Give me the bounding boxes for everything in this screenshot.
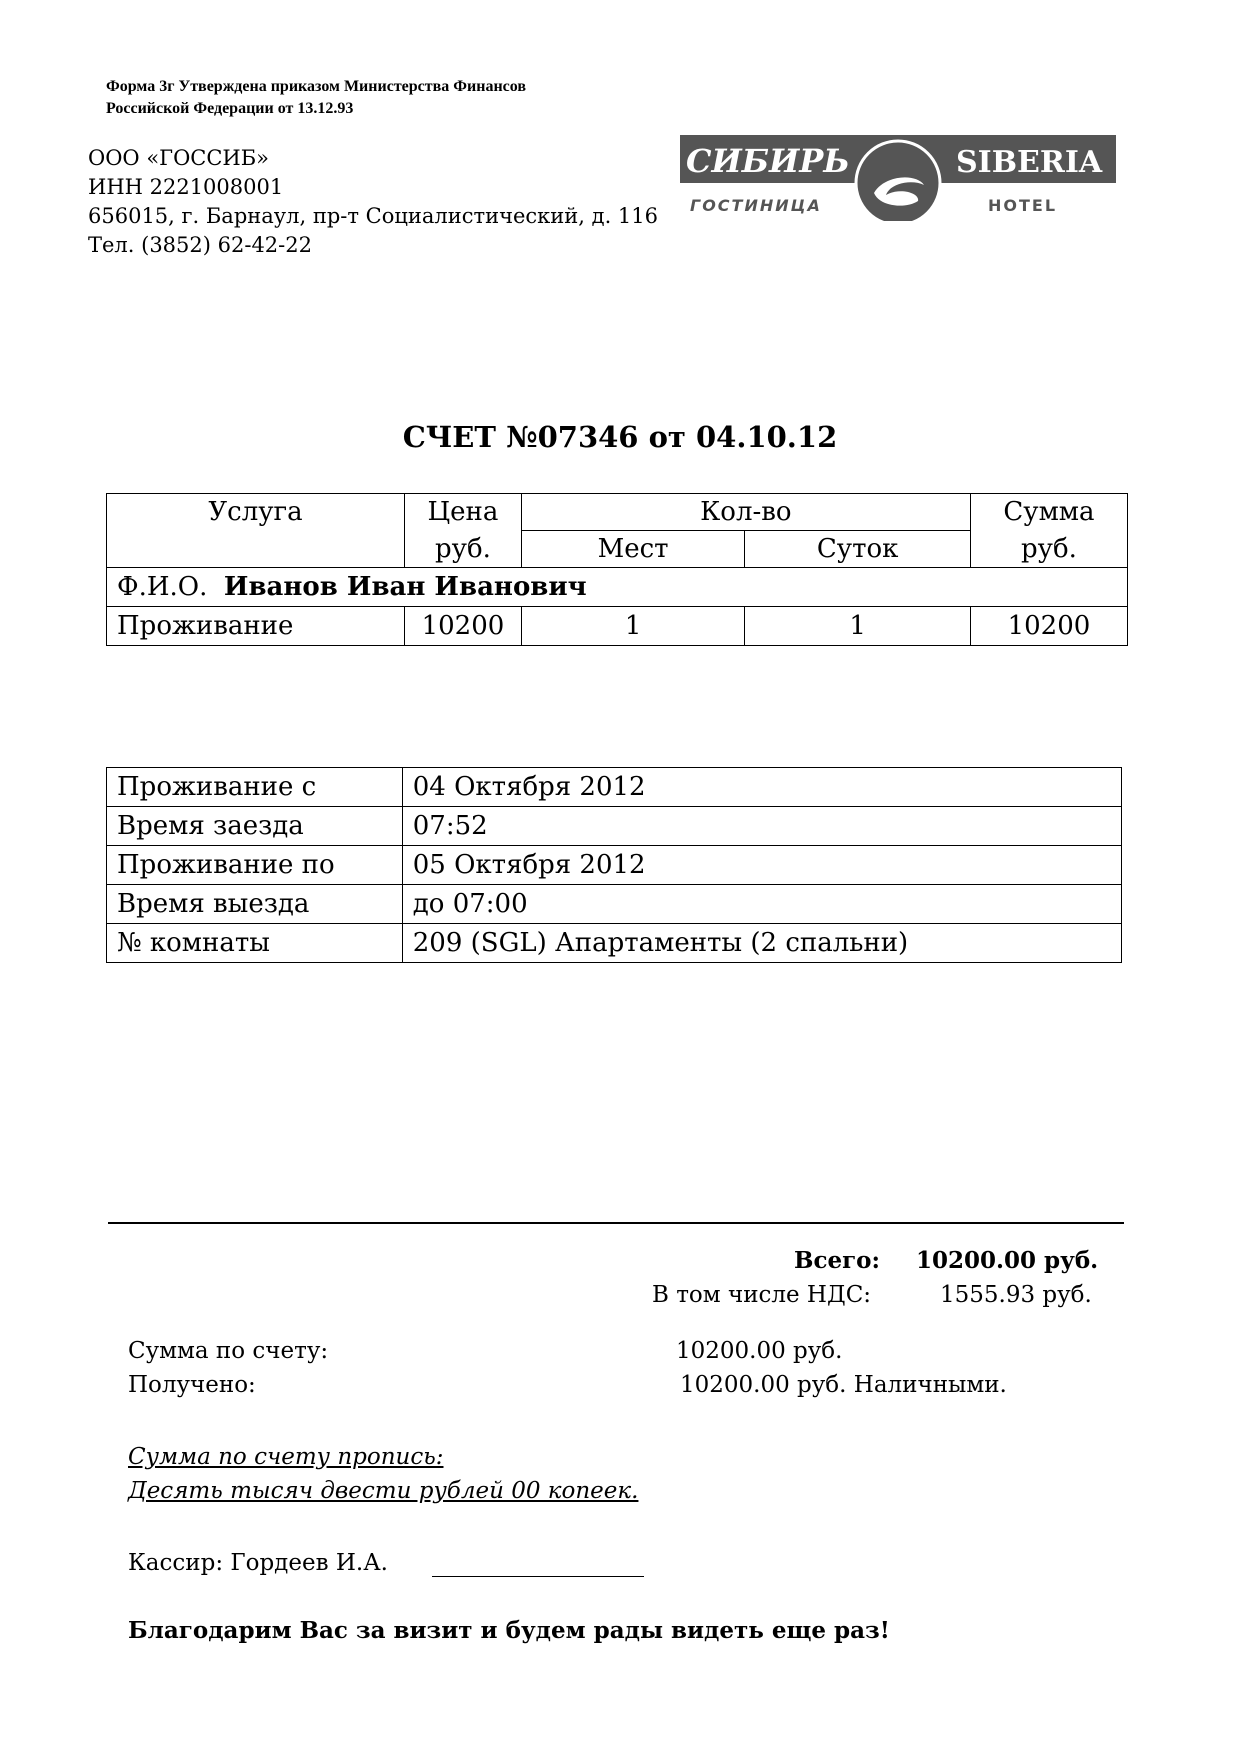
form-note-line1: Форма 3г Утверждена приказом Министерства Финансов [106,78,527,95]
row-price: 10200 [405,607,522,646]
org-inn: ИНН 2221008001 [88,175,284,199]
header-price: Цена [405,494,522,531]
row-places: 1 [521,607,745,646]
services-header-row [107,494,1128,531]
table-row [107,885,1122,924]
total-value: 10200.00 руб. [916,1247,1099,1274]
row-service: Проживание [107,607,405,646]
org-phone: Тел. (3852) 62-42-22 [88,233,312,257]
total-label: Всего: [794,1247,881,1274]
header-sum-unit: руб. [970,531,1127,568]
logo-sub-right: HOTEL [988,196,1058,215]
org-address: 656015, г. Барнаул, пр-т Социалистический, д. 116 [88,204,659,228]
table-row [107,924,1122,963]
logo-text-left: СИБИРЬ [686,142,850,180]
stay-label: Проживание по [107,846,403,885]
vat-label: В том числе НДС: [652,1282,872,1308]
stay-value: 04 Октября 2012 [402,768,1121,807]
table-row [107,807,1122,846]
form-note-line2: Российской Федерации от 13.12.93 [106,100,354,117]
logo-text-right: SIBERIA [956,145,1103,180]
fio-label: Ф.И.О. [117,572,208,602]
received-value: 10200.00 руб. Наличными. [680,1372,1007,1398]
in-words-label: Сумма по счету пропись: [128,1444,444,1470]
row-sum: 10200 [970,607,1127,646]
logo-sub-left: ГОСТИНИЦА [690,196,822,215]
services-table [106,493,1128,646]
header-sum: Сумма [970,494,1127,531]
stay-value: до 07:00 [402,885,1121,924]
stay-label: № комнаты [107,924,403,963]
header-qty: Кол-во [521,494,970,531]
stay-table [106,767,1122,963]
header-days: Суток [745,531,971,568]
stay-label: Проживание с [107,768,403,807]
org-name: ООО «ГОССИБ» [88,146,270,170]
invoice-sum-label: Сумма по счету: [128,1338,329,1364]
received-label: Получено: [128,1372,256,1398]
organization-block [88,144,658,260]
fio-row [107,568,1128,607]
fio-cell [107,568,1128,607]
header-places: Мест [521,531,745,568]
stay-label: Время выезда [107,885,403,924]
fio-value: Иванов Иван Иванович [223,572,587,602]
row-days: 1 [745,607,971,646]
header-price-unit: руб. [405,531,522,568]
thanks-message: Благодарим Вас за визит и будем рады видеть еще раз! [128,1617,890,1644]
invoice-sum-value: 10200.00 руб. [676,1338,843,1364]
header-service: Услуга [107,494,405,568]
table-row [107,846,1122,885]
stay-value: 07:52 [402,807,1121,846]
signature-line [432,1576,644,1577]
invoice-title: СЧЕТ №07346 от 04.10.12 [402,420,838,454]
stay-value: 05 Октября 2012 [402,846,1121,885]
form-note [106,76,526,120]
stay-label: Время заезда [107,807,403,846]
in-words-value: Десять тысяч двести рублей 00 копеек. [128,1478,639,1504]
cashier: Кассир: Гордеев И.А. [128,1550,388,1576]
stay-value: 209 (SGL) Апартаменты (2 спальни) [402,924,1121,963]
table-row [107,607,1128,646]
divider [108,1222,1124,1224]
vat-value: 1555.93 руб. [940,1282,1092,1308]
hotel-logo [680,135,1116,221]
table-row [107,768,1122,807]
